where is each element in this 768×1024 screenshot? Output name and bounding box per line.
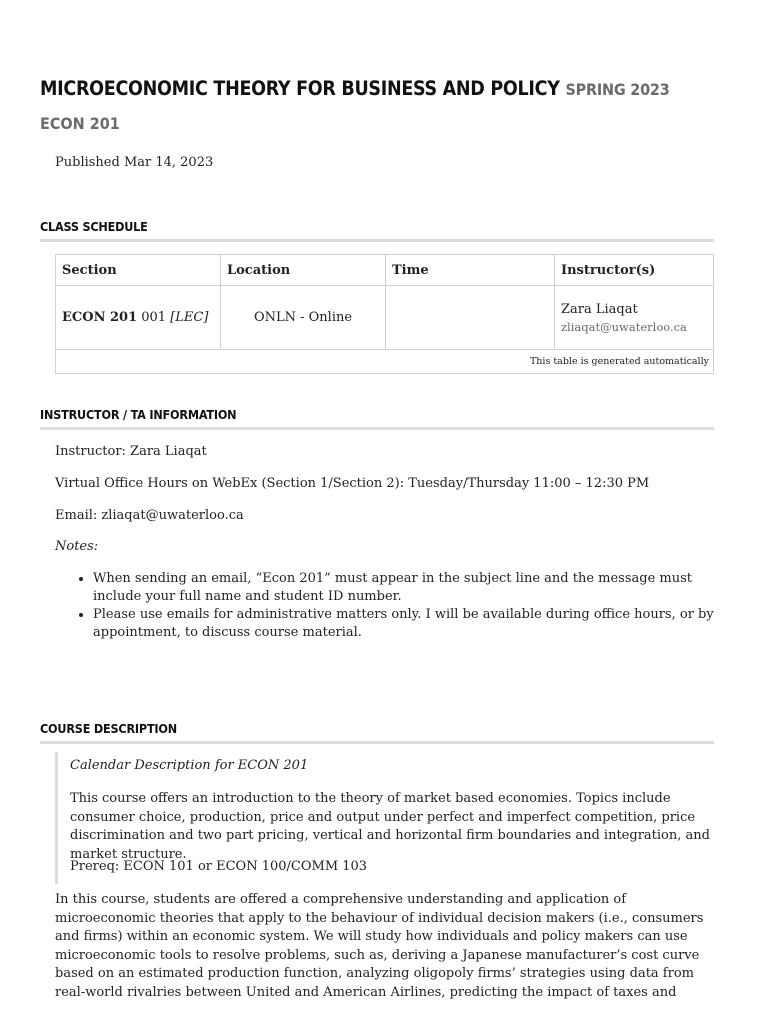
notes-list	[55, 570, 733, 642]
instructor-info-heading: INSTRUCTOR / TA INFORMATION	[40, 407, 714, 430]
column-header-instructors: Instructor(s)	[555, 255, 714, 286]
instructor-line: Instructor: Zara Liaqat	[55, 444, 207, 459]
table-footnote-row	[56, 350, 714, 374]
class-schedule-heading: CLASS SCHEDULE	[40, 219, 714, 242]
notes-label: Notes:	[55, 539, 99, 554]
section-cell	[56, 286, 221, 350]
instructor-name: Zara Liaqat	[561, 301, 638, 317]
column-header-location: Location	[221, 255, 386, 286]
calendar-description-title: Calendar Description for ECON 201	[70, 758, 309, 773]
section-number: 001	[137, 310, 171, 325]
time-cell	[386, 286, 555, 350]
instructor-cell	[555, 286, 714, 350]
calendar-description-text: This course offers an introduction to the theory of market based economies. Topics include consumer choice, production, price and output under perfect and imperfect competition, price discrimination and two part pricing, vertical and horizontal firm boundaries and integration, and market structure.	[70, 791, 710, 862]
course-code: ECON 201	[40, 114, 120, 133]
prerequisite-line: Prereq: ECON 101 or ECON 100/COMM 103	[70, 859, 368, 874]
column-header-section: Section	[56, 255, 221, 286]
table-footnote: This table is generated automatically	[56, 350, 714, 374]
course-description-heading: COURSE DESCRIPTION	[40, 721, 714, 744]
location-cell: ONLN - Online	[221, 286, 386, 350]
course-title: MICROECONOMIC THEORY FOR BUSINESS AND POLICY	[40, 77, 560, 100]
section-type: [LEC]	[170, 310, 209, 325]
table-header-row	[56, 255, 714, 286]
published-date: Published Mar 14, 2023	[55, 155, 214, 170]
term-label: SPRING 2023	[565, 80, 670, 99]
page-title	[40, 77, 670, 100]
section-code: ECON 201	[62, 310, 138, 325]
office-hours-line: Virtual Office Hours on WebEx (Section 1/Section 2): Tuesday/Thursday 11:00 – 12:30 PM	[55, 476, 650, 491]
course-description-text: In this course, students are offered a comprehensive understanding and application of microeconomic theories that apply to the behaviour of individual decision makers (i.e., consumers and firms) within an economic system. We will study how individuals and policy makers can use microeconomic tools to resolve problems, such as, deriving a Japanese manufacturer’s cost curve based on an estimated production function, analyzing oligopoly firms’ strategies using data from real-world rivalries between United and American Airlines, predicting the impact of taxes and	[55, 892, 704, 1000]
email-line: Email: zliaqat@uwaterloo.ca	[55, 508, 244, 523]
instructor-email-link[interactable]: zliaqat@uwaterloo.ca	[561, 319, 687, 334]
calendar-description-block	[55, 752, 710, 884]
list-item: • When sending an email, “Econ 201” must appear in the subject line and the message must include your full name and student ID number.	[93, 570, 733, 606]
list-item: • Please use emails for administrative matters only. I will be available during office hours, or by appointment, to discuss course material.	[93, 606, 733, 642]
column-header-time: Time	[386, 255, 555, 286]
class-schedule-table	[55, 254, 714, 374]
table-row	[56, 286, 714, 350]
